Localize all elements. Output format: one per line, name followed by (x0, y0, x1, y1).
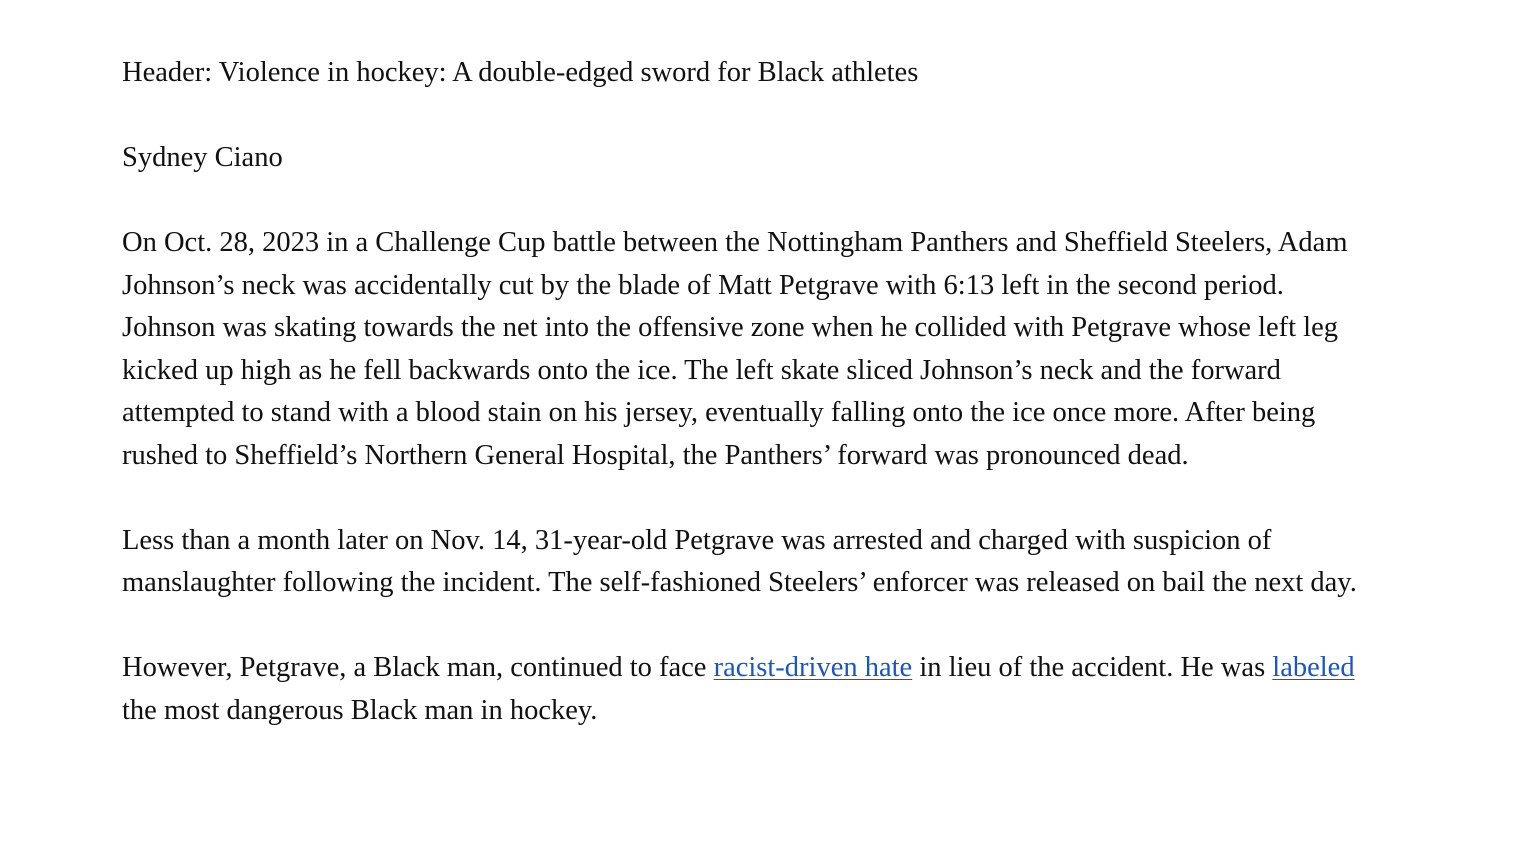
racist-driven-hate-link[interactable]: racist-driven hate (713, 652, 913, 683)
paragraph-3-text-start: However, Petgrave, a Black man, continued to face (122, 652, 714, 683)
labeled-link[interactable]: labeled (1272, 652, 1355, 683)
paragraph-3 (122, 647, 1372, 732)
paragraph-2: Less than a month later on Nov. 14, 31-year-old Petgrave was arrested and charged with suspicion of manslaughter following the incident. The self-fashioned Steelers’ enforcer was released on bail the next day. (122, 524, 1357, 598)
paragraph-3-text-middle: in lieu of the accident. He was (912, 652, 1273, 683)
document-body (122, 52, 1372, 732)
article-header: Header: Violence in hockey: A double-edged sword for Black athletes (122, 57, 919, 88)
paragraph-3-text-end: the most dangerous Black man in hockey. (122, 694, 598, 726)
paragraph-1: On Oct. 28, 2023 in a Challenge Cup battle between the Nottingham Panthers and Sheffield Steelers, Adam Johnson’s neck was accidentally cut by the blade of Matt Petgrave with 6:13 left in the second period. Johnson was skating towards the net into the offensive zone when he collided with Petgrave whose left leg kicked up high as he fell backwards onto the ice. The left skate sliced Johnson’s neck and the forward attempted to stand with a blood stain on his jersey, eventually falling onto the ice once more. After being rushed to Sheffield’s Northern General Hospital, the Panthers’ forward was pronounced dead. (122, 227, 1348, 471)
author-name: Sydney Ciano (122, 142, 283, 173)
